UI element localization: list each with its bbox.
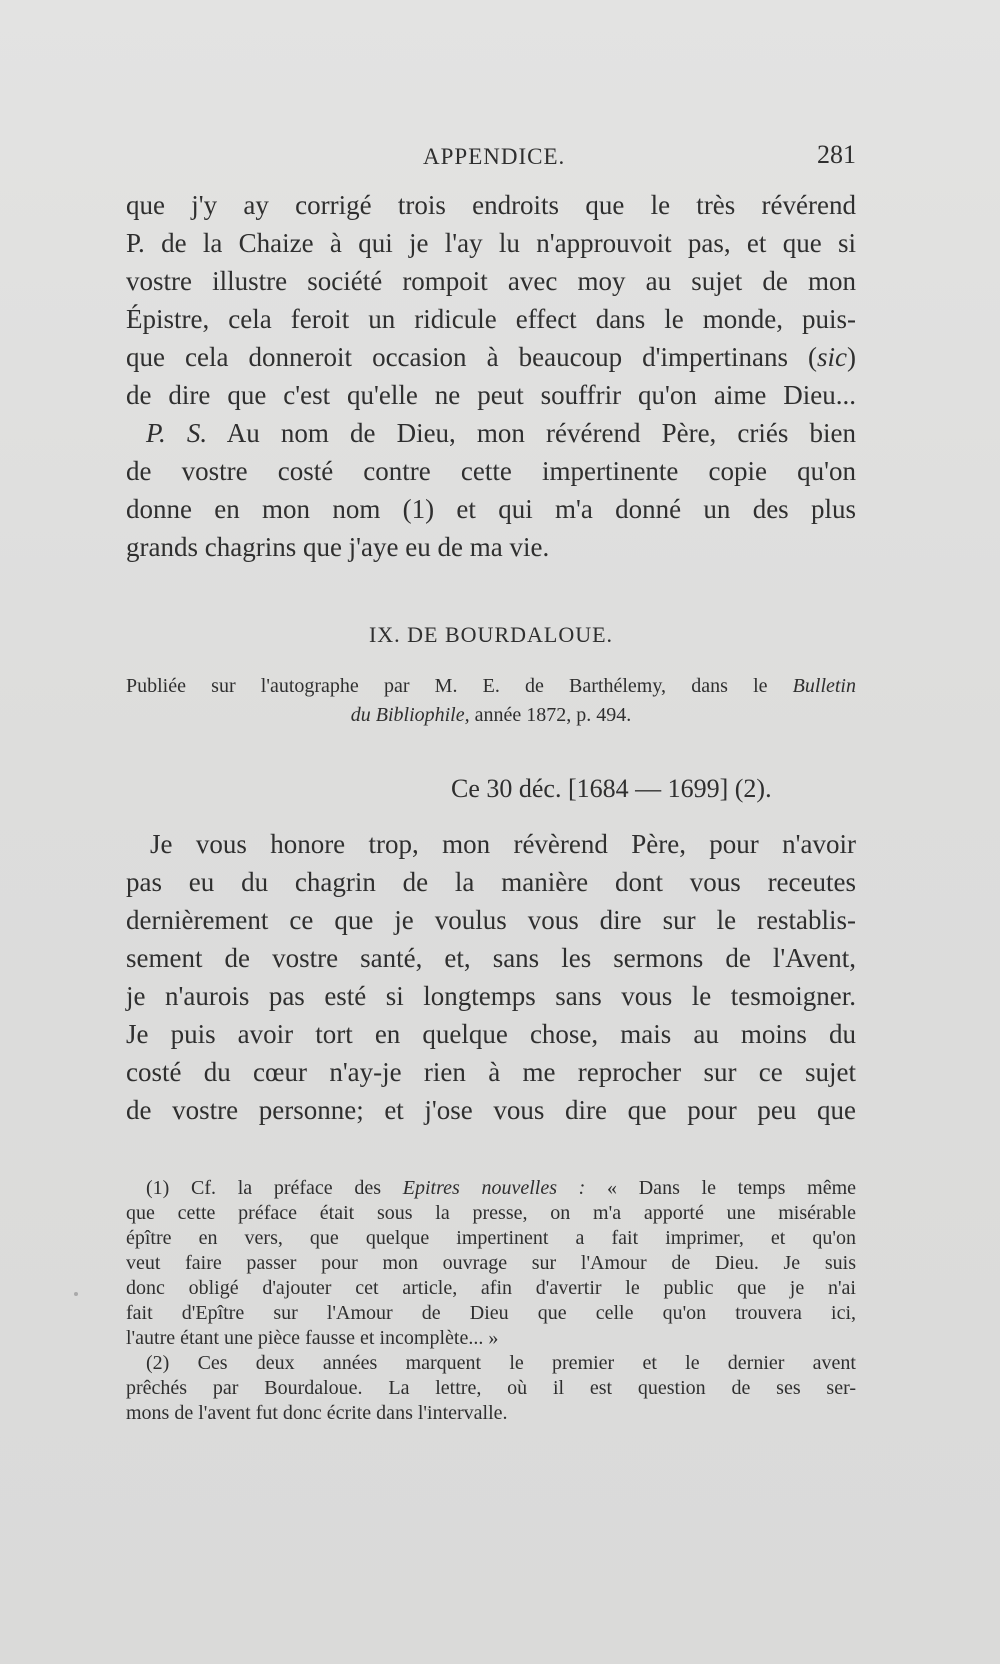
- footnote-line: prêchés par Bourdaloue. La lettre, où il est question de ses ser-: [126, 1377, 856, 1399]
- text-line: sement de vostre santé, et, sans les sermons de l'Avent,: [126, 943, 856, 973]
- running-head: [126, 140, 856, 174]
- text-line: Épistre, cela feroit un ridicule effect dans le monde, puis-: [126, 304, 856, 334]
- page-number: 281: [817, 140, 856, 169]
- publication-title: du Bibliophile,: [350, 704, 470, 726]
- text-line: dernièrement ce que je voulus vous dire sur le restablis-: [126, 905, 856, 935]
- footnote-line: mons de l'avent fut donc écrite dans l'intervalle.: [126, 1402, 508, 1424]
- text-segment: année 1872, p. 494.: [474, 704, 632, 726]
- source-line: [126, 701, 856, 730]
- text-line: que j'y ay corrigé trois endroits que le très révérend: [126, 190, 856, 220]
- text-line: de dire que c'est qu'elle ne peut souffrir qu'on aime Dieu...: [126, 380, 856, 410]
- sic-marker: sic: [817, 342, 847, 372]
- footnote-line: que cette préface était sous la presse, on m'a apporté une misérable: [126, 1202, 856, 1224]
- text-segment: (1) Cf. la préface des: [146, 1177, 382, 1199]
- text-line: pas eu du chagrin de la manière dont vous receutes: [126, 867, 856, 897]
- text-segment: Publiée sur l'autographe par M. E. de Barthélemy, dans le: [126, 675, 768, 697]
- letter-end-paragraph: [126, 186, 856, 566]
- letter-date: Ce 30 déc. [1684 — 1699] (2).: [451, 774, 772, 803]
- text-segment: « Dans le temps même: [607, 1177, 857, 1199]
- text-line: vostre illustre société rompoit avec moy au sujet de mon: [126, 266, 856, 296]
- ink-speck: [74, 1292, 78, 1296]
- text-line: je n'aurois pas esté si longtemps sans vous le tesmoigner.: [126, 981, 856, 1011]
- text-line: grands chagrins que j'aye eu de ma vie.: [126, 532, 550, 562]
- text-line: P. de la Chaize à qui je l'ay lu n'approuvoit pas, et que si: [126, 228, 856, 258]
- text-line: costé du cœur n'ay-je rien à me reprocher sur ce sujet: [126, 1057, 856, 1087]
- text-segment: que cela donneroit occasion à beaucoup d'impertinans (: [126, 342, 817, 372]
- source-line: [126, 672, 856, 701]
- section-heading: IX. DE BOURDALOUE.: [368, 622, 614, 647]
- text-line: de vostre personne; et j'ose vous dire que pour peu que: [126, 1095, 856, 1125]
- footnote-line: l'autre étant une pièce fausse et incomplète... »: [126, 1327, 499, 1349]
- text-line-with-sic: [126, 338, 856, 376]
- running-title: APPENDICE.: [423, 144, 566, 169]
- footnote-line: donc obligé d'ajouter cet article, afin d'avertir le public que je n'ai: [126, 1277, 856, 1299]
- letter-body-paragraph: [126, 825, 856, 1129]
- footnotes: [126, 1176, 856, 1426]
- text-line: Je puis avoir tort en quelque chose, mais au moins du: [126, 1019, 856, 1049]
- footnote-line: [126, 1176, 856, 1201]
- footnote-line: (2) Ces deux années marquent le premier et le dernier avent: [146, 1352, 856, 1374]
- footnote-line: épître en vers, que quelque impertinent a fait imprimer, et qu'on: [126, 1227, 856, 1249]
- text-line: Je vous honore trop, mon révèrend Père, pour n'avoir: [150, 829, 856, 859]
- footnote-line: fait d'Epître sur l'Amour de Dieu que celle qu'on trouvera ici,: [126, 1302, 856, 1324]
- publication-title: Epitres nouvelles :: [402, 1177, 586, 1199]
- sic-close: ): [847, 342, 856, 372]
- source-note: [126, 672, 856, 730]
- postscript-label: P. S.: [146, 418, 208, 448]
- text-segment: Au nom de Dieu, mon révérend Père, criés bien: [226, 418, 856, 448]
- publication-title: Bulletin: [792, 675, 856, 697]
- footnote-line: veut faire passer pour mon ouvrage sur l'Amour de Dieu. Je suis: [126, 1252, 856, 1274]
- postscript-line: [126, 414, 856, 452]
- text-line: de vostre costé contre cette impertinente copie qu'on: [126, 456, 856, 486]
- text-line: donne en mon nom (1) et qui m'a donné un des plus: [126, 494, 856, 524]
